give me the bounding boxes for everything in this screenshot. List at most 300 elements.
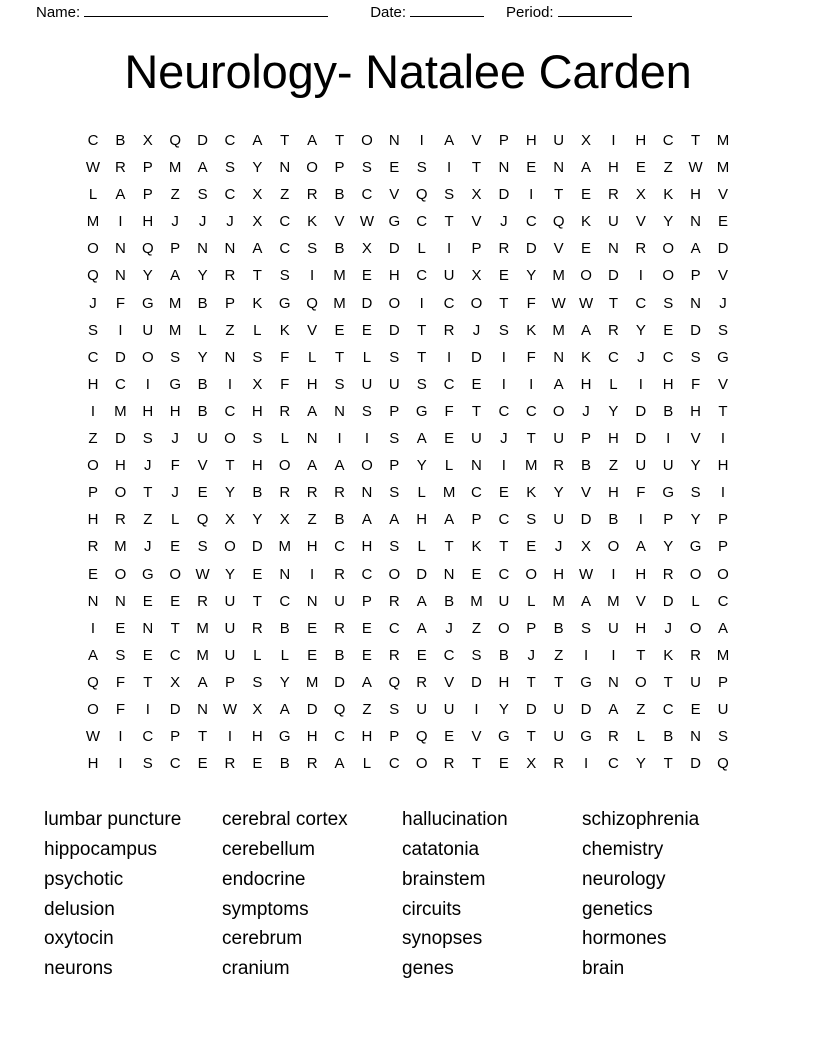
grid-cell[interactable]: H: [361, 728, 373, 746]
grid-cell[interactable]: O: [717, 565, 729, 583]
grid-cell[interactable]: E: [361, 267, 372, 285]
grid-cell[interactable]: N: [361, 484, 373, 502]
grid-cell[interactable]: O: [361, 132, 373, 149]
grid-cell[interactable]: W: [195, 565, 210, 583]
grid-cell[interactable]: X: [526, 755, 537, 773]
grid-cell[interactable]: S: [444, 186, 455, 204]
grid-cell[interactable]: J: [719, 294, 727, 312]
grid-cell[interactable]: A: [389, 511, 400, 529]
grid-cell[interactable]: I: [118, 728, 123, 746]
grid-cell[interactable]: E: [197, 755, 208, 773]
word-list-item[interactable]: neurology: [582, 868, 666, 890]
grid-cell[interactable]: Q: [169, 132, 182, 149]
grid-cell[interactable]: B: [498, 646, 509, 664]
grid-cell[interactable]: O: [689, 565, 702, 583]
grid-cell[interactable]: D: [635, 402, 647, 420]
grid-cell[interactable]: E: [444, 430, 455, 448]
grid-cell[interactable]: K: [663, 646, 674, 664]
grid-cell[interactable]: I: [419, 132, 424, 149]
grid-cell[interactable]: U: [142, 321, 154, 339]
grid-cell[interactable]: H: [306, 728, 318, 746]
grid-cell[interactable]: S: [115, 646, 126, 664]
grid-cell[interactable]: J: [582, 402, 590, 420]
grid-cell[interactable]: J: [500, 430, 508, 448]
grid-cell[interactable]: Q: [333, 700, 346, 718]
grid-cell[interactable]: E: [498, 755, 509, 773]
grid-cell[interactable]: T: [417, 348, 427, 366]
grid-cell[interactable]: C: [224, 132, 236, 149]
grid-cell[interactable]: E: [170, 592, 181, 610]
grid-cell[interactable]: H: [608, 159, 619, 177]
grid-cell[interactable]: G: [388, 213, 401, 231]
grid-cell[interactable]: C: [361, 186, 373, 204]
grid-cell[interactable]: R: [306, 484, 318, 502]
grid-cell[interactable]: H: [251, 728, 263, 746]
grid-cell[interactable]: E: [361, 321, 372, 339]
grid-cell[interactable]: T: [691, 132, 701, 149]
grid-cell[interactable]: E: [581, 240, 592, 258]
grid-cell[interactable]: G: [580, 673, 592, 691]
grid-cell[interactable]: M: [716, 159, 730, 177]
grid-cell[interactable]: T: [663, 755, 673, 773]
grid-cell[interactable]: K: [279, 321, 290, 339]
grid-cell[interactable]: T: [280, 132, 290, 149]
grid-cell[interactable]: X: [471, 267, 482, 285]
word-list-item[interactable]: hormones: [582, 928, 667, 950]
grid-cell[interactable]: L: [636, 728, 645, 746]
grid-cell[interactable]: L: [307, 348, 317, 366]
grid-cell[interactable]: A: [252, 240, 263, 258]
grid-cell[interactable]: O: [361, 457, 373, 475]
grid-cell[interactable]: T: [636, 646, 646, 664]
grid-cell[interactable]: U: [553, 700, 565, 718]
word-list-item[interactable]: synopses: [402, 928, 483, 950]
grid-cell[interactable]: R: [306, 755, 318, 773]
grid-cell[interactable]: S: [389, 700, 400, 718]
grid-cell[interactable]: I: [90, 402, 96, 420]
grid-cell[interactable]: Q: [415, 186, 428, 204]
grid-cell[interactable]: B: [197, 402, 208, 420]
grid-cell[interactable]: N: [608, 240, 619, 258]
grid-cell[interactable]: C: [525, 213, 537, 231]
grid-cell[interactable]: A: [581, 159, 592, 177]
word-list-item[interactable]: brainstem: [402, 868, 486, 890]
grid-cell[interactable]: S: [88, 321, 99, 339]
grid-cell[interactable]: D: [388, 240, 400, 258]
grid-cell[interactable]: K: [663, 186, 674, 204]
grid-cell[interactable]: I: [720, 430, 726, 448]
grid-cell[interactable]: F: [636, 484, 646, 502]
grid-cell[interactable]: P: [142, 159, 153, 177]
grid-cell[interactable]: P: [663, 511, 674, 529]
grid-cell[interactable]: O: [552, 402, 565, 420]
grid-cell[interactable]: C: [224, 402, 236, 420]
grid-cell[interactable]: A: [416, 619, 427, 637]
grid-cell[interactable]: I: [118, 321, 123, 339]
grid-cell[interactable]: F: [526, 294, 536, 312]
grid-cell[interactable]: C: [279, 592, 291, 610]
grid-cell[interactable]: P: [170, 240, 181, 258]
grid-cell[interactable]: T: [252, 267, 262, 285]
grid-cell[interactable]: O: [87, 240, 99, 258]
grid-cell[interactable]: I: [720, 484, 726, 502]
grid-cell[interactable]: A: [690, 240, 701, 258]
grid-cell[interactable]: G: [278, 294, 291, 312]
grid-cell[interactable]: S: [252, 673, 263, 691]
grid-cell[interactable]: C: [662, 132, 674, 149]
grid-cell[interactable]: E: [444, 728, 455, 746]
grid-cell[interactable]: E: [142, 592, 153, 610]
grid-cell[interactable]: K: [526, 484, 537, 502]
grid-cell[interactable]: M: [607, 592, 620, 610]
name-blank-line[interactable]: [84, 4, 328, 17]
grid-cell[interactable]: E: [170, 538, 181, 556]
grid-cell[interactable]: D: [471, 673, 482, 691]
grid-cell[interactable]: S: [142, 430, 153, 448]
grid-cell[interactable]: U: [388, 375, 400, 393]
grid-cell[interactable]: E: [307, 646, 318, 664]
grid-cell[interactable]: E: [471, 375, 482, 393]
grid-cell[interactable]: M: [333, 267, 346, 285]
grid-cell[interactable]: R: [197, 592, 208, 610]
grid-cell[interactable]: P: [471, 240, 482, 258]
grid-cell[interactable]: H: [580, 375, 592, 393]
grid-cell[interactable]: Y: [663, 213, 674, 231]
grid-cell[interactable]: T: [334, 348, 345, 366]
grid-cell[interactable]: C: [608, 755, 619, 773]
grid-cell[interactable]: C: [87, 132, 99, 149]
grid-cell[interactable]: X: [581, 132, 592, 149]
grid-cell[interactable]: S: [224, 159, 235, 177]
grid-cell[interactable]: R: [635, 240, 647, 258]
grid-cell[interactable]: A: [88, 646, 99, 664]
grid-cell[interactable]: A: [553, 375, 564, 393]
grid-cell[interactable]: W: [688, 159, 703, 177]
grid-cell[interactable]: O: [634, 673, 647, 691]
grid-cell[interactable]: E: [334, 321, 345, 339]
grid-cell[interactable]: H: [251, 457, 263, 475]
grid-cell[interactable]: T: [499, 294, 509, 312]
grid-cell[interactable]: C: [443, 646, 455, 664]
grid-cell[interactable]: G: [141, 565, 154, 583]
grid-cell[interactable]: U: [471, 430, 482, 448]
grid-cell[interactable]: F: [280, 375, 290, 393]
grid-cell[interactable]: M: [305, 673, 319, 691]
grid-cell[interactable]: A: [115, 186, 126, 204]
grid-cell[interactable]: I: [583, 646, 589, 664]
grid-cell[interactable]: K: [581, 213, 592, 231]
grid-cell[interactable]: T: [554, 673, 564, 691]
grid-cell[interactable]: A: [581, 592, 592, 610]
grid-cell[interactable]: Z: [471, 619, 482, 637]
grid-cell[interactable]: I: [364, 430, 369, 448]
grid-cell[interactable]: M: [86, 213, 100, 231]
period-blank-line[interactable]: [558, 4, 632, 17]
grid-cell[interactable]: V: [690, 430, 701, 448]
grid-cell[interactable]: O: [580, 267, 592, 285]
grid-cell[interactable]: E: [197, 484, 208, 502]
grid-cell[interactable]: D: [498, 186, 510, 204]
grid-cell[interactable]: V: [635, 213, 646, 231]
grid-cell[interactable]: D: [580, 700, 592, 718]
grid-cell[interactable]: F: [444, 402, 454, 420]
grid-cell[interactable]: N: [690, 294, 702, 312]
grid-cell[interactable]: M: [716, 132, 730, 149]
grid-cell[interactable]: R: [443, 321, 455, 339]
grid-cell[interactable]: Q: [87, 267, 99, 285]
grid-cell[interactable]: T: [444, 538, 454, 556]
grid-cell[interactable]: T: [334, 132, 345, 149]
grid-cell[interactable]: A: [416, 430, 427, 448]
grid-cell[interactable]: C: [471, 484, 482, 502]
grid-cell[interactable]: J: [637, 348, 645, 366]
grid-cell[interactable]: N: [498, 159, 510, 177]
grid-cell[interactable]: U: [608, 213, 619, 231]
grid-cell[interactable]: X: [471, 186, 482, 204]
grid-cell[interactable]: J: [89, 294, 97, 312]
grid-cell[interactable]: H: [142, 402, 154, 420]
grid-cell[interactable]: R: [334, 484, 345, 502]
grid-cell[interactable]: T: [197, 728, 208, 746]
grid-cell[interactable]: B: [553, 619, 564, 637]
grid-cell[interactable]: M: [196, 646, 209, 664]
grid-cell[interactable]: U: [361, 375, 373, 393]
grid-cell[interactable]: U: [197, 430, 208, 448]
word-list-item[interactable]: psychotic: [44, 868, 124, 890]
grid-cell[interactable]: R: [608, 321, 619, 339]
grid-cell[interactable]: C: [717, 592, 729, 610]
grid-cell[interactable]: L: [88, 186, 98, 204]
grid-cell[interactable]: L: [171, 511, 180, 529]
grid-cell[interactable]: V: [334, 213, 345, 231]
grid-cell[interactable]: A: [334, 755, 345, 773]
grid-cell[interactable]: Z: [636, 700, 646, 718]
grid-cell[interactable]: H: [608, 484, 619, 502]
grid-cell[interactable]: T: [225, 457, 235, 475]
grid-cell[interactable]: Y: [252, 159, 263, 177]
grid-cell[interactable]: L: [253, 321, 262, 339]
grid-cell[interactable]: H: [388, 267, 400, 285]
grid-cell[interactable]: D: [197, 132, 208, 149]
grid-cell[interactable]: O: [114, 565, 127, 583]
grid-cell[interactable]: H: [142, 213, 154, 231]
grid-cell[interactable]: D: [635, 430, 647, 448]
grid-cell[interactable]: K: [471, 538, 482, 556]
grid-cell[interactable]: C: [525, 402, 537, 420]
grid-cell[interactable]: T: [471, 755, 482, 773]
grid-cell[interactable]: Y: [498, 700, 509, 718]
grid-cell[interactable]: W: [85, 728, 101, 746]
grid-cell[interactable]: B: [334, 186, 345, 204]
grid-cell[interactable]: A: [444, 132, 455, 149]
grid-cell[interactable]: V: [471, 132, 482, 149]
grid-cell[interactable]: C: [443, 294, 455, 312]
grid-cell[interactable]: B: [334, 646, 345, 664]
grid-cell[interactable]: E: [361, 619, 372, 637]
grid-cell[interactable]: A: [334, 457, 345, 475]
grid-cell[interactable]: N: [197, 240, 208, 258]
grid-cell[interactable]: L: [362, 348, 372, 366]
word-list-item[interactable]: neurons: [44, 958, 113, 980]
grid-cell[interactable]: H: [635, 565, 647, 583]
grid-cell[interactable]: S: [307, 240, 318, 258]
grid-cell[interactable]: H: [251, 402, 263, 420]
grid-cell[interactable]: I: [611, 132, 616, 149]
grid-cell[interactable]: L: [253, 646, 262, 664]
grid-cell[interactable]: I: [419, 294, 424, 312]
grid-cell[interactable]: T: [143, 673, 153, 691]
grid-cell[interactable]: U: [498, 592, 510, 610]
grid-cell[interactable]: Z: [663, 159, 673, 177]
grid-cell[interactable]: N: [114, 240, 126, 258]
grid-cell[interactable]: E: [416, 646, 427, 664]
grid-cell[interactable]: V: [717, 186, 728, 204]
grid-cell[interactable]: Z: [362, 700, 372, 718]
grid-cell[interactable]: A: [252, 132, 263, 149]
grid-cell[interactable]: O: [114, 484, 127, 502]
grid-cell[interactable]: S: [279, 267, 290, 285]
grid-cell[interactable]: Z: [88, 430, 98, 448]
grid-cell[interactable]: H: [306, 538, 318, 556]
grid-cell[interactable]: O: [224, 538, 236, 556]
grid-cell[interactable]: O: [498, 619, 510, 637]
grid-cell[interactable]: A: [197, 159, 208, 177]
grid-cell[interactable]: Y: [663, 538, 674, 556]
grid-cell[interactable]: M: [442, 484, 456, 502]
grid-cell[interactable]: N: [553, 159, 565, 177]
grid-cell[interactable]: H: [553, 565, 565, 583]
grid-cell[interactable]: N: [224, 348, 236, 366]
grid-cell[interactable]: R: [279, 402, 291, 420]
grid-cell[interactable]: T: [252, 592, 262, 610]
grid-cell[interactable]: N: [306, 430, 318, 448]
grid-cell[interactable]: P: [717, 673, 728, 691]
grid-cell[interactable]: S: [142, 755, 153, 773]
grid-cell[interactable]: U: [717, 700, 729, 718]
grid-cell[interactable]: J: [144, 538, 152, 556]
grid-cell[interactable]: N: [114, 592, 126, 610]
grid-cell[interactable]: C: [662, 348, 674, 366]
grid-cell[interactable]: T: [526, 430, 536, 448]
grid-cell[interactable]: S: [170, 348, 181, 366]
grid-cell[interactable]: E: [526, 159, 537, 177]
grid-cell[interactable]: Y: [252, 511, 263, 529]
grid-cell[interactable]: E: [88, 565, 99, 583]
grid-cell[interactable]: A: [444, 511, 455, 529]
grid-cell[interactable]: S: [717, 321, 728, 339]
grid-cell[interactable]: C: [334, 538, 345, 556]
grid-cell[interactable]: G: [415, 402, 428, 420]
grid-cell[interactable]: S: [361, 159, 372, 177]
grid-cell[interactable]: V: [581, 484, 592, 502]
grid-cell[interactable]: F: [115, 700, 125, 718]
grid-cell[interactable]: T: [554, 186, 564, 204]
grid-cell[interactable]: A: [307, 402, 318, 420]
grid-cell[interactable]: Z: [225, 321, 235, 339]
grid-cell[interactable]: I: [145, 700, 150, 718]
grid-cell[interactable]: H: [662, 375, 674, 393]
grid-cell[interactable]: C: [334, 728, 345, 746]
grid-cell[interactable]: X: [170, 673, 181, 691]
grid-cell[interactable]: J: [198, 213, 207, 231]
word-list-item[interactable]: genetics: [582, 898, 653, 920]
grid-cell[interactable]: U: [553, 511, 565, 529]
grid-cell[interactable]: J: [472, 321, 481, 339]
grid-cell[interactable]: C: [142, 728, 154, 746]
grid-cell[interactable]: T: [499, 538, 509, 556]
grid-cell[interactable]: S: [416, 159, 427, 177]
grid-cell[interactable]: H: [87, 375, 99, 393]
grid-cell[interactable]: R: [553, 457, 565, 475]
grid-cell[interactable]: K: [252, 294, 263, 312]
grid-cell[interactable]: R: [334, 619, 345, 637]
grid-cell[interactable]: F: [115, 294, 125, 312]
grid-cell[interactable]: C: [169, 646, 181, 664]
grid-cell[interactable]: Y: [224, 565, 235, 583]
grid-cell[interactable]: R: [224, 267, 236, 285]
grid-cell[interactable]: P: [88, 484, 99, 502]
grid-cell[interactable]: U: [635, 457, 647, 475]
grid-cell[interactable]: C: [635, 294, 647, 312]
word-list-item[interactable]: lumbar puncture: [44, 809, 182, 831]
grid-cell[interactable]: V: [307, 321, 318, 339]
grid-cell[interactable]: W: [551, 294, 566, 312]
grid-cell[interactable]: I: [118, 755, 123, 773]
grid-cell[interactable]: M: [525, 457, 538, 475]
grid-cell[interactable]: U: [224, 592, 236, 610]
grid-cell[interactable]: X: [361, 240, 372, 258]
grid-cell[interactable]: H: [635, 619, 647, 637]
grid-cell[interactable]: S: [389, 538, 400, 556]
grid-cell[interactable]: S: [361, 402, 372, 420]
grid-cell[interactable]: N: [608, 673, 619, 691]
grid-cell[interactable]: N: [306, 592, 318, 610]
grid-cell[interactable]: N: [334, 402, 345, 420]
grid-cell[interactable]: M: [552, 592, 565, 610]
grid-cell[interactable]: N: [224, 240, 236, 258]
grid-cell[interactable]: Z: [307, 511, 317, 529]
grid-cell[interactable]: H: [169, 402, 181, 420]
grid-cell[interactable]: P: [334, 159, 345, 177]
grid-cell[interactable]: E: [471, 565, 482, 583]
grid-cell[interactable]: A: [608, 700, 619, 718]
grid-cell[interactable]: Y: [279, 673, 290, 691]
grid-cell[interactable]: O: [306, 159, 318, 177]
grid-cell[interactable]: H: [87, 755, 99, 773]
grid-cell[interactable]: T: [718, 402, 728, 420]
grid-cell[interactable]: I: [501, 375, 506, 393]
grid-cell[interactable]: I: [666, 430, 671, 448]
grid-cell[interactable]: H: [361, 538, 373, 556]
grid-cell[interactable]: Y: [635, 755, 646, 773]
grid-cell[interactable]: M: [168, 321, 182, 339]
grid-cell[interactable]: Z: [143, 511, 153, 529]
grid-cell[interactable]: L: [444, 457, 454, 475]
grid-cell[interactable]: L: [198, 321, 207, 339]
grid-cell[interactable]: R: [553, 755, 565, 773]
grid-cell[interactable]: C: [608, 348, 619, 366]
word-list-item[interactable]: oxytocin: [44, 928, 114, 950]
grid-cell[interactable]: I: [529, 186, 534, 204]
grid-cell[interactable]: R: [114, 511, 126, 529]
grid-cell[interactable]: U: [416, 700, 428, 718]
grid-cell[interactable]: J: [171, 484, 179, 502]
grid-cell[interactable]: P: [224, 294, 235, 312]
grid-cell[interactable]: B: [252, 484, 263, 502]
grid-cell[interactable]: Q: [415, 728, 428, 746]
word-list-item[interactable]: endocrine: [222, 868, 306, 890]
grid-cell[interactable]: V: [471, 728, 482, 746]
